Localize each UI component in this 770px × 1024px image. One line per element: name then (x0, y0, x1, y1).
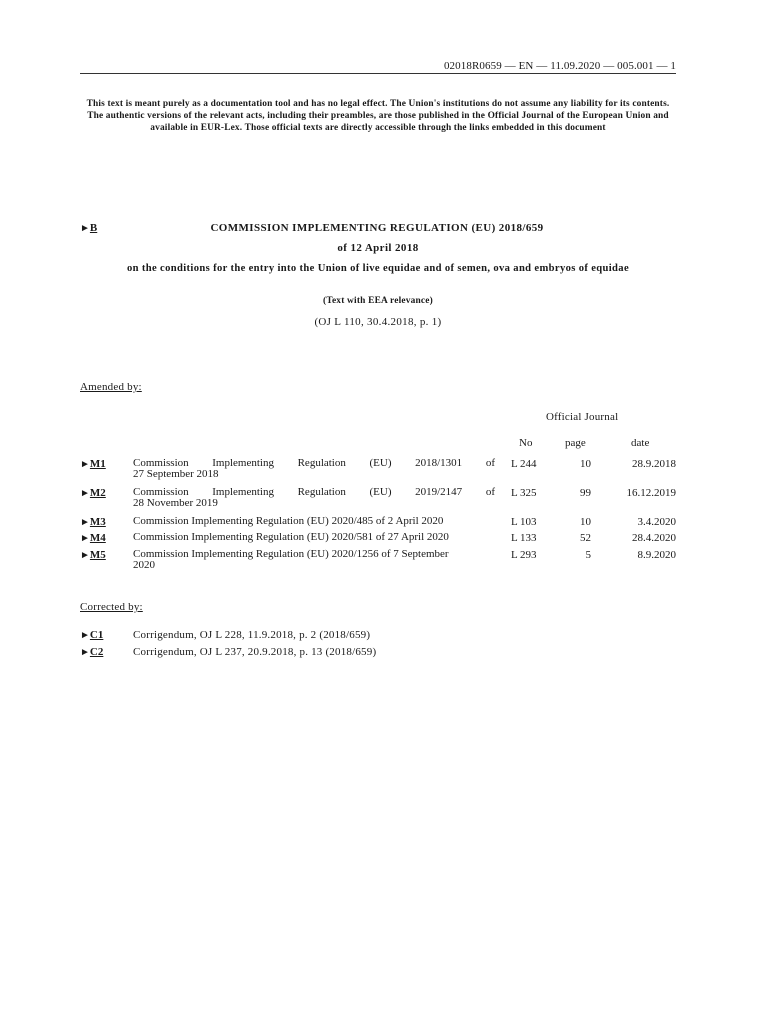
amendment-link[interactable]: M3 (89, 516, 106, 528)
corrigendum-marker[interactable] (80, 646, 103, 658)
oj-page: 10 (580, 458, 591, 470)
base-act-link[interactable]: B (89, 222, 98, 234)
corrigendum-link[interactable]: C2 (89, 646, 104, 658)
legal-disclaimer: This text is meant purely as a documentation tool and has no legal effect. The Union's institutions do not assume any liability for its contents. The authentic versions of the relevant acts, including their preambles, are those published in the Official Journal of the European Union and available in EUR-Lex. Those official texts are directly accessible through the links embedded in this document (86, 99, 670, 133)
oj-page: 99 (580, 487, 591, 499)
word: 2019/2147 (415, 486, 463, 498)
oj-number: L 293 (511, 549, 537, 561)
column-header-page: page (565, 437, 586, 449)
oj-number: L 103 (511, 516, 537, 528)
corrected-by-label: Corrected by: (80, 601, 143, 613)
regulation-date: of 12 April 2018 (337, 242, 419, 254)
amendment-description (133, 549, 495, 571)
column-header-no: No (519, 437, 533, 449)
column-header-date: date (631, 437, 650, 449)
header-rule (80, 73, 676, 74)
corrigendum-description: Corrigendum, OJ L 237, 20.9.2018, p. 13 (2018/659) (133, 646, 377, 658)
word: 2018/1301 (415, 457, 463, 469)
word: (EU) (369, 457, 392, 469)
oj-reference: (OJ L 110, 30.4.2018, p. 1) (314, 316, 442, 328)
amendment-link[interactable]: M4 (89, 532, 106, 544)
corrigendum-link[interactable]: C1 (89, 629, 104, 641)
amendment-description: Commission Implementing Regulation (EU) 2020/485 of 2 April 2020 (133, 515, 444, 527)
word: (EU) (369, 486, 392, 498)
oj-date: 8.9.2020 (637, 549, 676, 561)
word: Implementing (212, 457, 274, 469)
arrow-right-icon: ► (80, 533, 90, 544)
amendment-description-line2: 2020 (133, 559, 155, 571)
amendment-description-line2: 27 September 2018 (133, 468, 219, 480)
oj-number: L 325 (511, 487, 537, 499)
amendment-description-line2: 28 November 2019 (133, 497, 218, 509)
word: of (485, 457, 495, 469)
arrow-right-icon: ► (80, 517, 90, 528)
oj-date: 3.4.2020 (637, 516, 676, 528)
oj-number: L 244 (511, 458, 537, 470)
official-journal-header: Official Journal (546, 411, 619, 423)
amendment-description: Commission Implementing Regulation (EU) 2020/581 of 27 April 2020 (133, 531, 449, 543)
amendment-marker[interactable] (80, 516, 106, 528)
word: of (485, 486, 495, 498)
arrow-right-icon: ► (80, 223, 90, 234)
oj-date: 28.4.2020 (632, 532, 676, 544)
word: Commission (133, 457, 189, 469)
amendment-link[interactable]: M1 (89, 458, 106, 470)
regulation-title: COMMISSION IMPLEMENTING REGULATION (EU) 2018/659 (210, 222, 544, 234)
amended-by-label: Amended by: (80, 381, 142, 393)
oj-date: 16.12.2019 (626, 487, 676, 499)
amendment-marker[interactable] (80, 532, 106, 544)
document-reference: 02018R0659 — EN — 11.09.2020 — 005.001 — 1 (443, 60, 676, 72)
word: Implementing (212, 486, 274, 498)
word: Regulation (297, 457, 346, 469)
word: Commission (133, 486, 189, 498)
amendment-description (133, 458, 495, 480)
regulation-subject: on the conditions for the entry into the Union of live equidae and of semen, ova and embryos of equidae (127, 263, 629, 274)
amendment-link[interactable]: M2 (89, 487, 106, 499)
amendment-description (133, 487, 495, 509)
arrow-right-icon: ► (80, 459, 90, 470)
arrow-right-icon: ► (80, 550, 90, 561)
word: Regulation (297, 486, 346, 498)
arrow-right-icon: ► (80, 488, 90, 499)
oj-number: L 133 (511, 532, 537, 544)
amendment-link[interactable]: M5 (89, 549, 106, 561)
corrigendum-description: Corrigendum, OJ L 228, 11.9.2018, p. 2 (2018/659) (133, 629, 371, 641)
arrow-right-icon: ► (80, 630, 90, 641)
arrow-right-icon: ► (80, 647, 90, 658)
amendment-marker[interactable] (80, 487, 106, 499)
eea-relevance: (Text with EEA relevance) (323, 296, 433, 306)
base-act-marker[interactable] (80, 222, 97, 234)
oj-date: 28.9.2018 (632, 458, 676, 470)
amendment-marker[interactable] (80, 549, 106, 561)
oj-page: 10 (580, 516, 591, 528)
amendment-description-line1: Commission Implementing Regulation (EU) 2020/1256 of 7 September (133, 548, 449, 560)
corrigendum-marker[interactable] (80, 629, 103, 641)
oj-page: 52 (580, 532, 591, 544)
oj-page: 5 (585, 549, 591, 561)
amendment-marker[interactable] (80, 458, 106, 470)
